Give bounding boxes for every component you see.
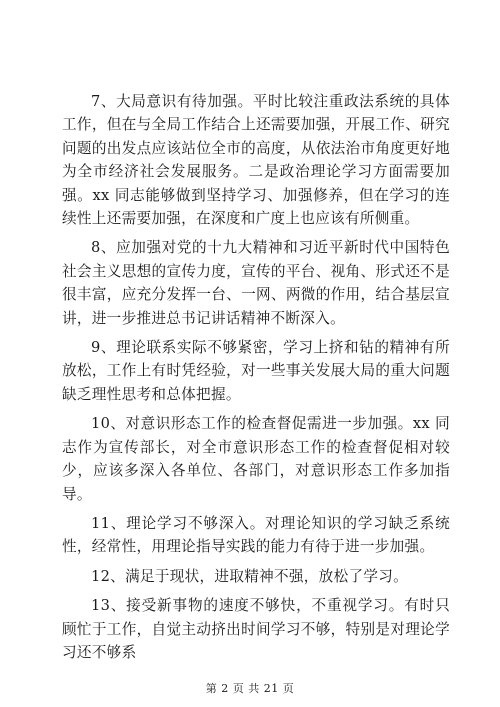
paragraph-10: 10、对意识形态工作的检查督促需进一步加强。xx 同志作为宣传部长，对全市意识形态工作的检查督促相对较少，应该多深入各单位、各部门，对意识形态工作多加指导。 <box>62 415 450 503</box>
document-body <box>62 90 450 670</box>
paragraph-13: 13、接受新事物的速度不够快，不重视学习。有时只顾忙于工作，自觉主动挤出时间学习不够，特别是对理论学习还不够系 <box>62 597 450 661</box>
paragraph-11: 11、理论学习不够深入。对理论知识的学习缺乏系统性，经常性，用理论指导实践的能力有待于进一步加强。 <box>62 514 450 556</box>
paragraph-9: 9、理论联系实际不够紧密，学习上挤和钻的精神有所放松，工作上有时凭经验，对一些事关发展大局的重大问题缺乏理性思考和总体把握。 <box>62 339 450 403</box>
paragraph-7: 7、大局意识有待加强。平时比较注重政法系统的具体工作，但在与全局工作结合上还需要加强，开展工作、研究问题的出发点应该站位全市的高度，从依法治市角度更好地为全市经济社会发展服务。二是政治理论学习方面需要加强。xx 同志能够做到坚持学习、加强修养，但在学习的连续性上还需要加强，在深度和广度上也应该有所侧重。 <box>62 93 450 228</box>
paragraph-8: 8、应加强对党的十九大精神和习近平新时代中国特色社会主义思想的宣传力度，宣传的平台、视角、形式还不是很丰富，应充分发挥一台、一网、两微的作用，结合基层宣讲，进一步推进总书记讲话精神不断深入。 <box>62 239 450 327</box>
paragraph-12: 12、满足于现状，进取精神不强，放松了学习。 <box>91 567 409 585</box>
page-number-footer: 第 2 页 共 21 页 <box>205 682 295 695</box>
